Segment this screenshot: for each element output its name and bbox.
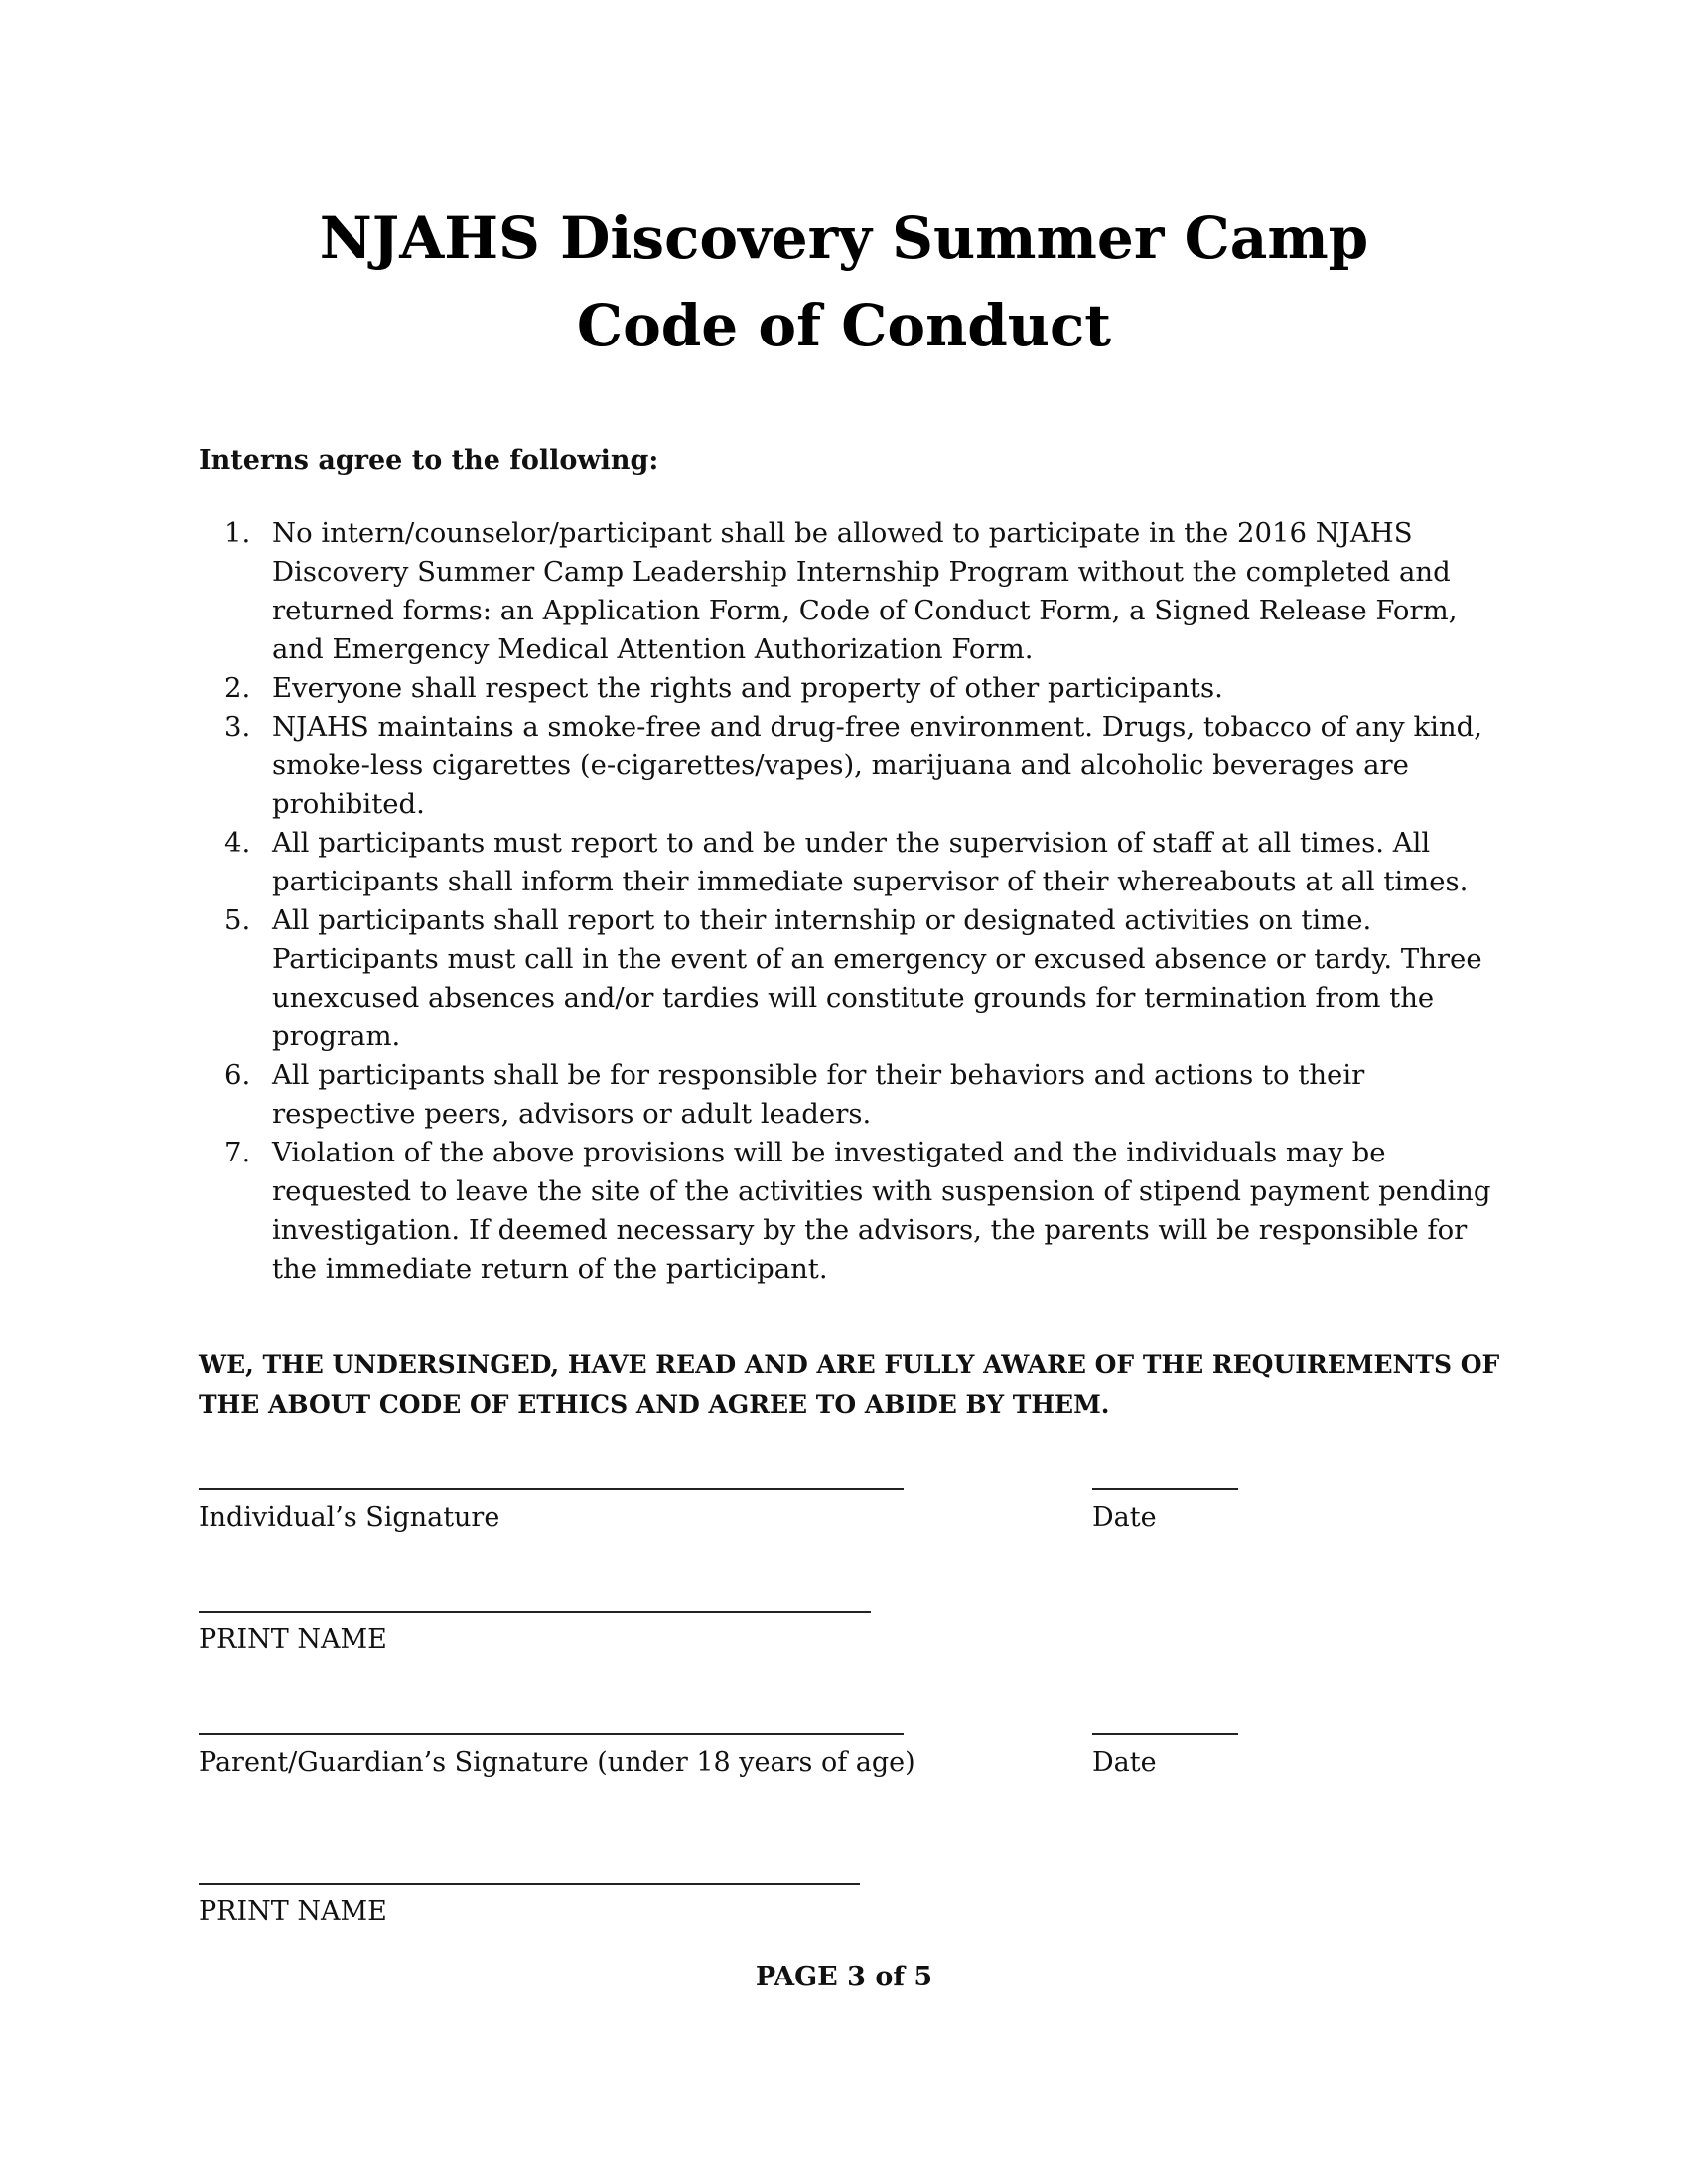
date-line-2[interactable] <box>1092 1733 1238 1735</box>
individual-signature-label: Individual’s Signature <box>199 1502 500 1533</box>
agreement-statement: WE, THE UNDERSINGED, HAVE READ AND ARE FULLY AWARE OF THE REQUIREMENTS OF THE ABOUT CODE OF ETHICS AND AGREE TO ABIDE BY THEM. <box>199 1350 1500 1419</box>
rule-text: All participants shall be for responsible for their behaviors and actions to their respective peers, advisors or adult leaders. <box>272 1059 1365 1130</box>
date-line-1[interactable] <box>1092 1488 1238 1490</box>
individual-signature-line[interactable] <box>199 1488 904 1490</box>
rule-item-3 <box>199 708 1509 824</box>
rule-text: All participants must report to and be under the supervision of staff at all times. All participants shall inform their immediate supervisor of their whereabouts at all times. <box>272 827 1469 897</box>
rule-text: Violation of the above provisions will be investigated and the individuals may be requested to leave the site of the activities with suspension of stipend payment pending investigation. If deemed necessary by the advisors, the parents will be responsible for the immediate return of the participant. <box>272 1137 1491 1285</box>
rules-list <box>199 514 1509 1289</box>
rule-number: 3. <box>224 711 251 743</box>
rule-number: 2. <box>224 672 251 704</box>
rule-item-1 <box>199 514 1509 669</box>
print-name-label-1: PRINT NAME <box>199 1624 387 1655</box>
rule-item-6 <box>199 1056 1509 1134</box>
rule-item-7 <box>199 1134 1509 1289</box>
print-name-label-2: PRINT NAME <box>199 1896 387 1927</box>
print-name-line-2[interactable] <box>199 1883 860 1885</box>
guardian-signature-line[interactable] <box>199 1733 904 1735</box>
date-label-1: Date <box>1092 1502 1157 1533</box>
intro-heading: Interns agree to the following: <box>199 445 659 476</box>
rule-item-2 <box>199 669 1509 708</box>
rule-number: 7. <box>224 1137 251 1168</box>
rule-number: 5. <box>224 904 251 936</box>
rule-text: All participants shall report to their internship or designated activities on time. Participants must call in the event of an emergency or excused absence or tardy. Three unexcused absences and/or tardies will constitute grounds for termination from the program. <box>272 904 1482 1052</box>
rule-text: NJAHS maintains a smoke-free and drug-free environment. Drugs, tobacco of any kind, smoke-less cigarettes (e-cigarettes/vapes), marijuana and alcoholic beverages are prohibited. <box>272 711 1482 820</box>
print-name-line-1[interactable] <box>199 1611 871 1613</box>
rule-number: 6. <box>224 1059 251 1091</box>
rule-text: Everyone shall respect the rights and property of other participants. <box>272 672 1223 704</box>
rule-item-4 <box>199 824 1509 901</box>
date-label-2: Date <box>1092 1747 1157 1778</box>
document-title-line2: Code of Conduct <box>576 292 1112 359</box>
rule-text: No intern/counselor/participant shall be allowed to participate in the 2016 NJAHS Discovery Summer Camp Leadership Internship Program without the completed and returned forms: an Application Form, Code of Conduct Form, a Signed Release Form, and Emergency Medical Attention Authorization Form. <box>272 517 1458 665</box>
guardian-signature-label: Parent/Guardian’s Signature (under 18 years of age) <box>199 1747 915 1778</box>
page-number: PAGE 3 of 5 <box>755 1962 933 1992</box>
rule-item-5 <box>199 901 1509 1056</box>
rule-number: 1. <box>224 517 251 549</box>
document-title-line1: NJAHS Discovery Summer Camp <box>319 205 1369 272</box>
rule-number: 4. <box>224 827 251 859</box>
